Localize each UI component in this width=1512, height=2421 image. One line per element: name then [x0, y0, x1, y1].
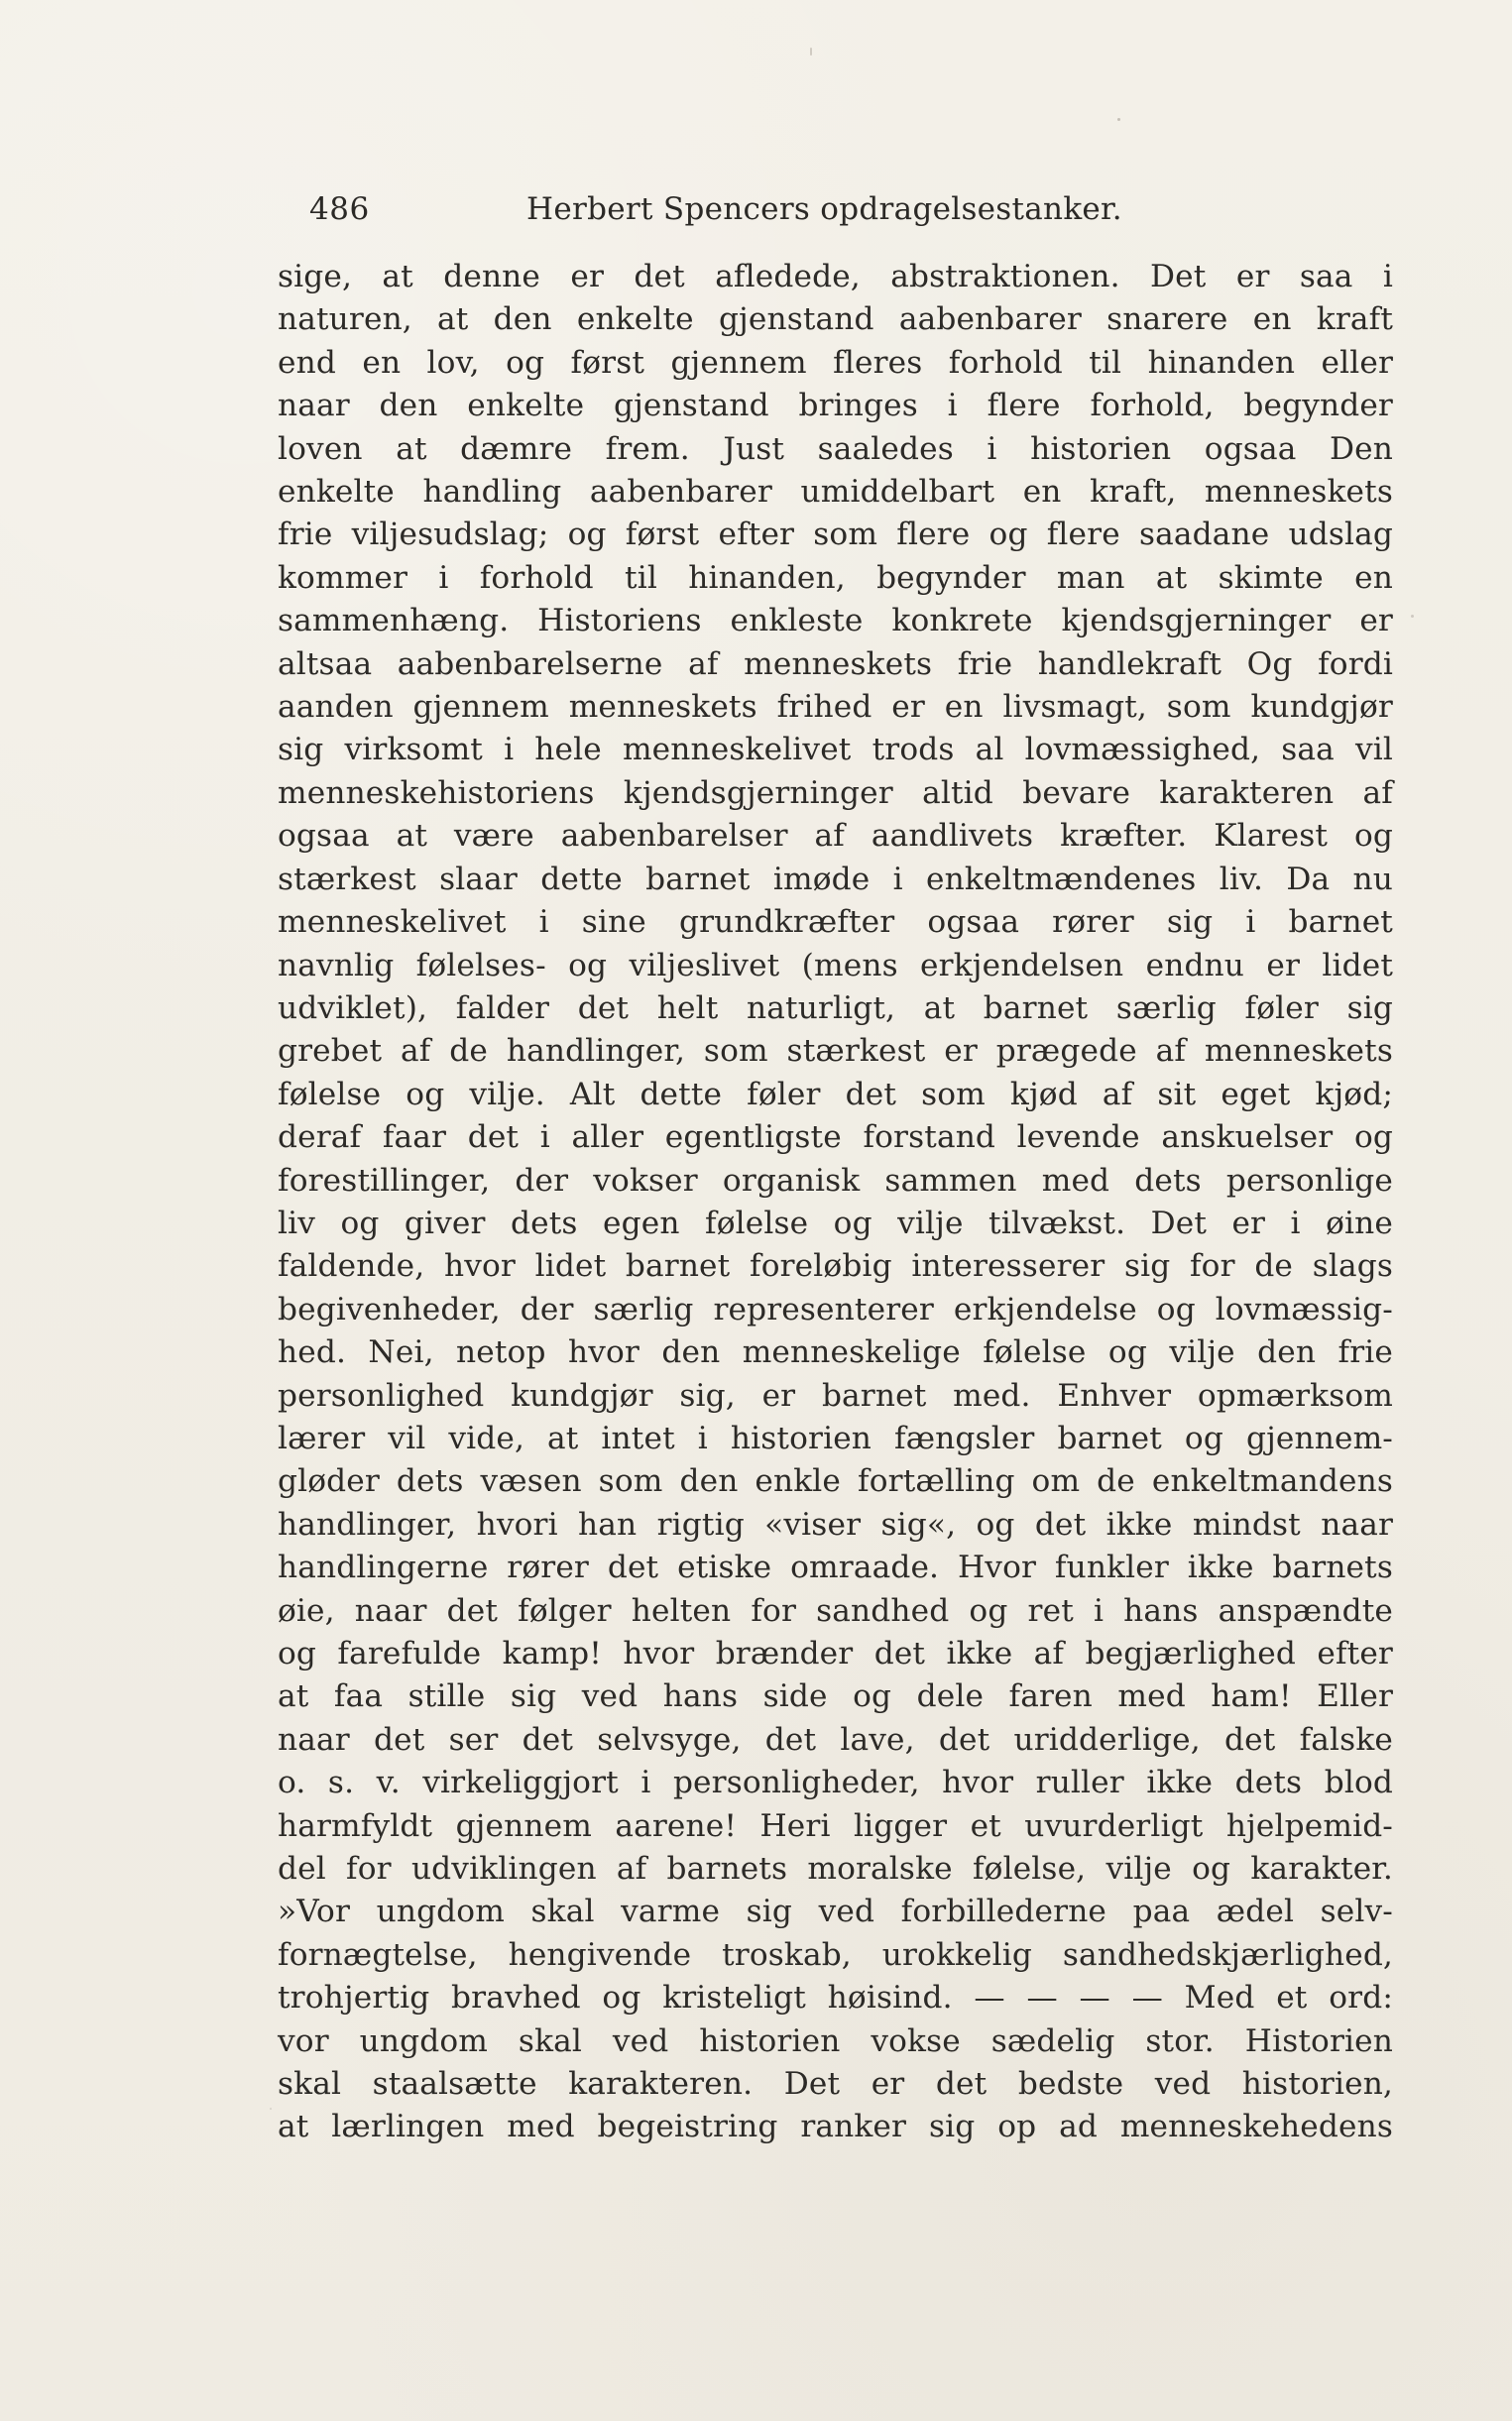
text-line: navnlig følelses- og viljeslivet (mens erkjendelsen endnu er lidet [278, 947, 1393, 983]
paper-speck [270, 2108, 272, 2110]
text-line: liv og giver dets egen følelse og vilje tilvækst. Det er i øine [278, 1205, 1393, 1241]
text-line: sige, at denne er det afledede, abstraktionen. Det er saa i [278, 259, 1393, 294]
text-line: aanden gjennem menneskets frihed er en livsmagt, som kundgjør [278, 689, 1393, 726]
page-header [309, 184, 1122, 234]
text-line: ogsaa at være aabenbarelser af aandlivets kræfter. Klarest og [278, 818, 1393, 855]
running-title: Herbert Spencers opdragelsestanker. [526, 191, 1122, 227]
text-line: skal staalsætte karakteren. Det er det bedste ved historien, [278, 2066, 1393, 2103]
text-line: menneskelivet i sine grundkræfter ogsaa rører sig i barnet [278, 904, 1393, 941]
page-number: 486 [309, 191, 370, 227]
text-line: altsaa aabenbarelserne af menneskets frie handlekraft Og fordi [278, 645, 1393, 682]
text-line: gløder dets væsen som den enkle fortælling om de enkeltmandens [278, 1463, 1393, 1500]
text-line: følelse og vilje. Alt dette føler det som kjød af sit eget kjød; [278, 1076, 1393, 1112]
text-line: sig virksomt i hele menneskelivet trods al lovmæssighed, saa vil [278, 732, 1393, 768]
text-line: grebet af de handlinger, som stærkest er prægede af menneskets [278, 1033, 1393, 1070]
text-line: personlighed kundgjør sig, er barnet med. Enhver opmærksom [278, 1377, 1393, 1414]
text-line: og farefulde kamp! hvor brænder det ikke af begjærlighed efter [278, 1636, 1393, 1672]
text-line: at lærlingen med begeistring ranker sig op ad menneskehedens [278, 2109, 1393, 2145]
text-line: enkelte handling aabenbarer umiddelbart en kraft, menneskets [278, 474, 1393, 511]
text-line: menneskehistoriens kjendsgjerninger altid bevare karakteren af [278, 774, 1393, 811]
text-line: at faa stille sig ved hans side og dele faren med ham! Eller [278, 1678, 1393, 1715]
text-line: stærkest slaar dette barnet imøde i enkeltmændenes liv. Da nu [278, 861, 1393, 897]
text-line: »Vor ungdom skal varme sig ved forbillederne paa ædel selv- [278, 1894, 1393, 1930]
text-line: fornægtelse, hengivende troskab, urokkelig sandhedskjærlighed, [278, 1936, 1393, 1973]
text-line: harmfyldt gjennem aarene! Heri ligger et uvurderligt hjelpemid- [278, 1807, 1393, 1844]
paper-mark [810, 48, 812, 56]
text-line: handlingerne rører det etiske omraade. Hvor funkler ikke barnets [278, 1550, 1393, 1586]
text-line: o. s. v. virkeliggjort i personligheder, hvor ruller ikke dets blod [278, 1765, 1393, 1801]
text-line: forestillinger, der vokser organisk sammen med dets personlige [278, 1162, 1393, 1199]
text-line: end en lov, og først gjennem fleres forhold til hinanden eller [278, 344, 1393, 381]
text-line: naar det ser det selvsyge, det lave, det uridderlige, det falske [278, 1721, 1393, 1758]
text-line: deraf faar det i aller egentligste forstand levende anskuelser og [278, 1119, 1393, 1156]
text-line: trohjertig bravhed og kristeligt høisind. — — — — Med et ord: [278, 1980, 1393, 2017]
text-line: øie, naar det følger helten for sandhed og ret i hans anspændte [278, 1592, 1393, 1629]
paper-speck [1411, 615, 1414, 618]
text-line: del for udviklingen af barnets moralske følelse, vilje og karakter. [278, 1851, 1393, 1888]
text-line: faldende, hvor lidet barnet foreløbig interesserer sig for de slags [278, 1248, 1393, 1285]
text-line: handlinger, hvori han rigtig «viser sig«, og det ikke mindst naar [278, 1506, 1393, 1543]
text-line: kommer i forhold til hinanden, begynder man at skimte en [278, 559, 1393, 596]
text-line: udviklet), falder det helt naturligt, at barnet særlig føler sig [278, 989, 1393, 1026]
body-text [278, 256, 1393, 2149]
text-line: hed. Nei, netop hvor den menneskelige følelse og vilje den frie [278, 1334, 1393, 1371]
text-line: vor ungdom skal ved historien vokse sædelig stor. Historien [278, 2022, 1393, 2059]
text-line: sammenhæng. Historiens enkleste konkrete kjendsgjerninger er [278, 603, 1393, 639]
text-line: lærer vil vide, at intet i historien fængsler barnet og gjennem- [278, 1420, 1393, 1456]
text-line: loven at dæmre frem. Just saaledes i historien ogsaa Den [278, 430, 1393, 467]
text-line: naturen, at den enkelte gjenstand aabenbarer snarere en kraft [278, 301, 1393, 338]
text-line: naar den enkelte gjenstand bringes i flere forhold, begynder [278, 388, 1393, 424]
paper-speck [1117, 118, 1120, 121]
text-line: begivenheder, der særlig representerer erkjendelse og lovmæssig- [278, 1291, 1393, 1327]
text-line: frie viljesudslag; og først efter som flere og flere saadane udslag [278, 517, 1393, 553]
